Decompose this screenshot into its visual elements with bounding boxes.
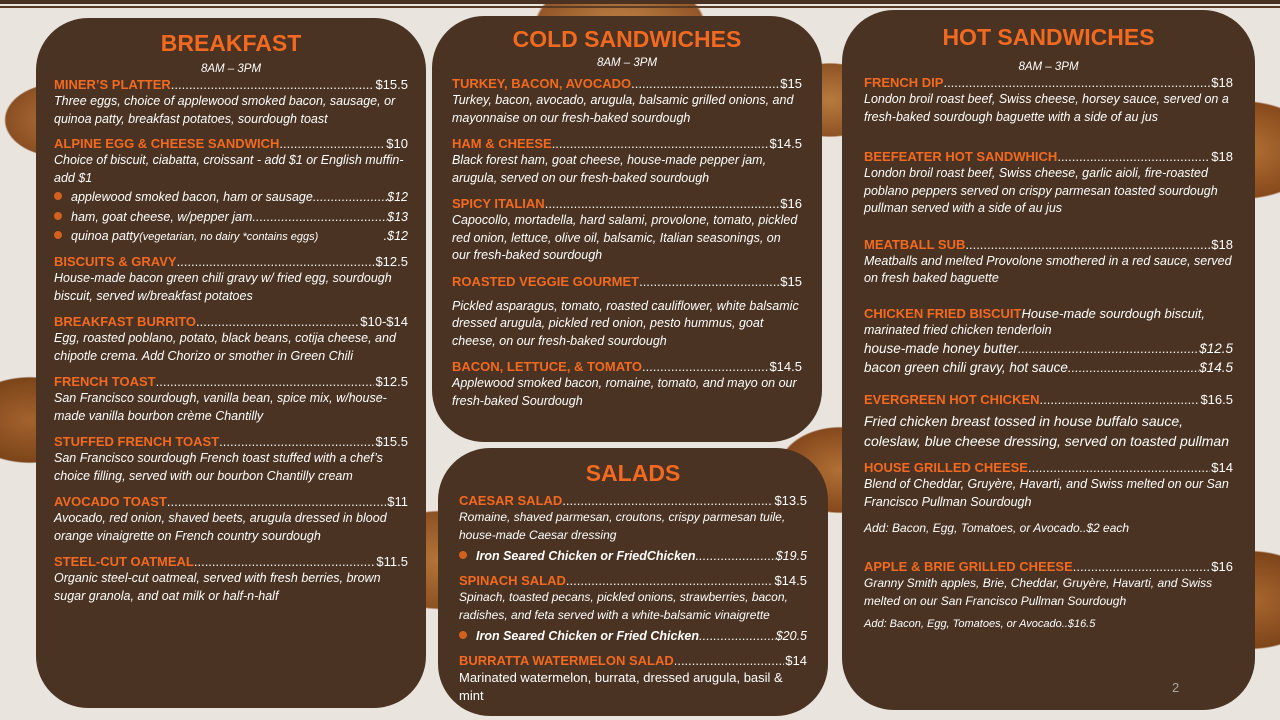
item-name: BEEFEATER HOT SANDWHICH <box>864 149 1058 164</box>
bullet-icon <box>54 231 62 239</box>
item-description: Pickled asparagus, tomato, roasted cauliflower, white balsamic dressed arugula, pickled red onion, pesto hummus, goat cheese, on our fresh-baked sourdough <box>452 298 799 348</box>
item-description: Choice of biscuit, ciabatta, croissant - add $1 or English muffin- add $1 <box>54 153 404 185</box>
menu-item <box>54 313 408 365</box>
cold-sandwiches-title: COLD SANDWICHES <box>512 26 742 52</box>
item-price: $18 <box>1211 149 1233 164</box>
item-option: bacon green chili gravy, hot sauce ..... $14.5 <box>864 358 1233 377</box>
menu-item <box>54 135 408 247</box>
menu-item <box>54 493 408 545</box>
item-option: ham, goat cheese, w/pepper jam ..... $13 <box>54 207 408 227</box>
menu-item <box>54 553 408 605</box>
menu-item <box>864 236 1233 288</box>
breakfast-title: BREAKFAST <box>160 30 302 56</box>
item-name: FRENCH DIP <box>864 75 944 90</box>
item-price: $16 <box>1211 559 1233 574</box>
item-price: $15 <box>780 76 802 91</box>
item-name: ROASTED VEGGIE GOURMET <box>452 273 640 289</box>
item-name: HAM & CHEESE <box>452 136 552 151</box>
item-description: marinated fried chicken tenderloin <box>864 322 1052 337</box>
item-name: EVERGREEN HOT CHICKEN <box>864 392 1040 407</box>
salads-title: SALADS <box>585 460 681 486</box>
menu-item <box>864 305 1233 378</box>
breakfast-panel <box>36 18 426 708</box>
breakfast-hours: 8AM – 3PM <box>200 63 262 75</box>
item-option: quinoa patty (vegetarian, no dairy *contains eggs) .$12 <box>54 227 408 247</box>
item-price: $13.5 <box>774 493 807 508</box>
item-description: Three eggs, choice of applewood smoked bacon, sausage, or quinoa patty, breakfast potatoes, sourdough toast <box>54 94 396 126</box>
top-rule <box>0 6 1280 8</box>
item-description: Avocado, red onion, shaved beets, arugula dressed in blood orange vinaigrette on French country sourdough <box>54 511 387 543</box>
item-price: $10-$14 <box>360 314 408 329</box>
item-name: TURKEY, BACON, AVOCADO <box>452 76 632 91</box>
item-name: CHICKEN FRIED BISCUIT <box>864 305 1022 321</box>
item-description: San Francisco sourdough French toast stuffed with a chef’s choice filling, served with our bourbon Chantilly cream <box>54 451 383 483</box>
menu-item <box>864 148 1233 218</box>
item-option: applewood smoked bacon, ham or sausage ..... $12 <box>54 187 408 207</box>
menu-item <box>864 459 1233 536</box>
item-price: $15.5 <box>375 77 408 92</box>
hot-sandwiches-panel <box>842 10 1255 710</box>
item-price: $15.5 <box>375 434 408 449</box>
item-price: $14.5 <box>769 359 802 374</box>
top-border <box>0 0 1280 4</box>
bullet-icon <box>54 192 62 200</box>
item-description: Egg, roasted poblano, potato, black beans, cotija cheese, and chipotle crema. Add Chorizo or smother in Green Chili <box>54 331 396 363</box>
hot-sandwiches-title: HOT SANDWICHES <box>942 24 1155 50</box>
item-description: House-made bacon green chili gravy w/ fried egg, sourdough biscuit, served w/breakfast potatoes <box>54 271 392 303</box>
hot-sandwiches-hours: 8AM – 3PM <box>1018 61 1079 73</box>
item-description: Blend of Cheddar, Gruyère, Havarti, and Swiss melted on our San Francisco Pullman Sourdough <box>864 477 1229 509</box>
menu-item <box>452 195 802 265</box>
item-name: BREAKFAST BURRITO <box>54 314 197 329</box>
menu-item <box>864 391 1233 451</box>
item-name: BISCUITS & GRAVY <box>54 254 177 269</box>
item-description: Granny Smith apples, Brie, Cheddar, Gruyère, Havarti, and Swiss melted on our San Francisco Pullman Sourdough <box>864 576 1213 608</box>
item-description: Marinated watermelon, burrata, dressed arugula, basil & mint <box>459 670 783 703</box>
item-name: APPLE & BRIE GRILLED CHEESE <box>864 559 1073 574</box>
bullet-icon <box>459 551 467 559</box>
item-price: $12.5 <box>375 374 408 389</box>
item-price: $11 <box>387 494 408 509</box>
item-option: Iron Seared Chicken or Fried Chicken ..... $19.5 <box>459 546 807 566</box>
item-name: SPICY ITALIAN <box>452 196 545 211</box>
salads-panel <box>438 448 828 716</box>
item-name: FRENCH TOAST <box>54 374 156 389</box>
menu-item <box>452 273 802 351</box>
item-description: Spinach, toasted pecans, pickled onions, strawberries, bacon, radishes, and feta served with a white-balsamic vinaigrette <box>459 590 788 622</box>
cold-sandwiches-panel <box>432 16 822 442</box>
menu-item <box>459 492 807 566</box>
menu-item <box>864 74 1233 126</box>
item-description: Romaine, shaved parmesan, croutons, crispy parmesan tuile, house-made Caesar dressing <box>459 510 786 542</box>
item-addon: Add: Bacon, Egg, Tomatoes, or Avocado..$16.5 <box>864 618 1096 630</box>
item-description: Organic steel-cut oatmeal, served with fresh berries, brown sugar granola, and oat milk or half-n-half <box>54 571 381 603</box>
menu-item <box>54 253 408 305</box>
item-option: house-made honey butter ..... $12.5 <box>864 339 1233 358</box>
item-price: $14 <box>785 653 807 668</box>
item-description: Applewood smoked bacon, romaine, tomato, and mayo on our fresh-baked Sourdough <box>452 376 797 408</box>
item-description: Turkey, bacon, avocado, arugula, balsamic grilled onions, and mayonnaise on our fresh-baked sourdough <box>452 93 794 125</box>
menu-item <box>54 433 408 485</box>
item-price: $14 <box>1211 460 1233 475</box>
item-description: Meatballs and melted Provolone smothered in a red sauce, served on fresh baked baguette <box>864 253 1232 285</box>
item-price: $15 <box>780 273 802 289</box>
menu-item <box>459 652 807 705</box>
menu-item <box>452 358 802 410</box>
item-name: HOUSE GRILLED CHEESE <box>864 460 1028 475</box>
item-name: ALPINE EGG & CHEESE SANDWICH <box>54 136 280 151</box>
menu-item <box>452 75 802 127</box>
item-name: STEEL-CUT OATMEAL <box>54 554 194 569</box>
item-description: London broil roast beef, Swiss cheese, horsey sauce, served on a fresh-baked sourdough baguette with a side of au jus <box>864 92 1229 124</box>
item-description: House-made sourdough biscuit, <box>1021 305 1206 321</box>
item-description: San Francisco sourdough, vanilla bean, spice mix, w/house-made vanilla bourbon crème Chantilly <box>54 391 387 423</box>
item-name: MEATBALL SUB <box>864 236 966 252</box>
menu-item <box>452 135 802 187</box>
item-option: Iron Seared Chicken or Fried Chicken ..... $20.5 <box>459 626 807 646</box>
item-name: AVOCADO TOAST <box>54 494 167 509</box>
page-number: 2 <box>1172 680 1180 695</box>
item-name: MINER’S PLATTER <box>54 77 171 92</box>
item-price: $14.5 <box>769 136 802 151</box>
item-price: $18 <box>1211 75 1233 90</box>
item-addon: Add: Bacon, Egg, Tomatoes, or Avocado..$2 each <box>864 521 1130 535</box>
bullet-icon <box>54 212 62 220</box>
item-price: $16 <box>780 196 802 211</box>
item-description: Capocollo, mortadella, hard salami, provolone, tomato, pickled red onion, lettuce, olive oil, balsamic, Italian seasonings, on our fresh-baked sourdough <box>452 213 798 262</box>
item-name: CAESAR SALAD <box>459 493 563 508</box>
item-price: $18 <box>1211 236 1233 252</box>
item-name: STUFFED FRENCH TOAST <box>54 434 220 449</box>
item-price: $12.5 <box>375 254 408 269</box>
menu-item <box>459 572 807 646</box>
item-description: London broil roast beef, Swiss cheese, garlic aioli, fire-roasted poblano peppers served on crispy parmesan toasted sourdough pullman served with a side of au jus <box>864 166 1218 215</box>
item-price: $11.5 <box>376 554 408 569</box>
item-price: $10 <box>386 136 408 151</box>
item-price: $16.5 <box>1200 392 1233 407</box>
item-name: SPINACH SALAD <box>459 573 566 588</box>
item-price: $14.5 <box>774 573 807 588</box>
item-name: BURRATTA WATERMELON SALAD <box>459 653 674 668</box>
bullet-icon <box>459 631 467 639</box>
menu-item <box>54 76 408 128</box>
item-description: Fried chicken breast tossed in house buffalo sauce, coleslaw, blue cheese dressing, served on toasted pullman <box>864 413 1229 449</box>
menu-item <box>864 558 1233 632</box>
menu-item <box>54 373 408 425</box>
item-name: BACON, LETTUCE, & TOMATO <box>452 359 642 374</box>
item-description: Black forest ham, goat cheese, house-made pepper jam, arugula, served on our fresh-baked sourdough <box>452 153 767 185</box>
cold-sandwiches-hours: 8AM – 3PM <box>596 57 658 69</box>
